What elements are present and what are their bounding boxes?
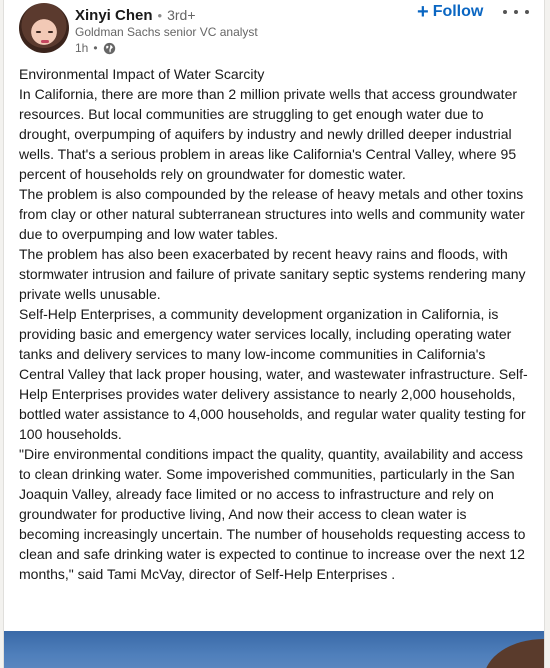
degree-separator: • — [157, 7, 163, 23]
follow-label: Follow — [432, 3, 484, 20]
post-paragraph: The problem is also compounded by the release of heavy metals and other toxins from clay or other natural subterranean structures into wells and community water due to overpumping and low water tables. — [19, 186, 525, 242]
follow-button[interactable] — [417, 2, 483, 22]
globe-icon — [103, 42, 116, 55]
post-paragraph: The problem has also been exacerbated by recent heavy rains and floods, with stormwater intrusion and failure of private sanitary septic systems rendering many private wells unusable. — [19, 246, 526, 302]
avatar-lips — [41, 40, 49, 43]
more-dot — [514, 10, 518, 14]
post-paragraph: Self-Help Enterprises, a community development organization in California, is providing basic and emergency water services locally, including operating water tanks and delivery services to many low-income communities in California's Central Valley that lack proper housing, water, and wastewater infrastructure. Self-Help Enterprises provides water delivery assistance to nearly 2,000 households, bottled water assistance to 4,000 households, and regular water quality testing for 100 households. — [19, 306, 528, 442]
more-dot — [525, 10, 529, 14]
author-headline: Goldman Sachs senior VC analyst — [75, 25, 258, 39]
image-hill — [484, 639, 544, 668]
post-image[interactable] — [4, 631, 544, 668]
avatar-eye-left — [36, 31, 41, 33]
post-time: 1h — [75, 41, 89, 55]
author-name-row — [75, 6, 196, 24]
post-card — [3, 0, 545, 668]
post-text — [19, 64, 531, 584]
connection-degree: 3rd+ — [167, 7, 196, 23]
post-title: Environmental Impact of Water Scarcity — [19, 66, 265, 82]
meta-separator: • — [93, 41, 98, 55]
post-paragraph: In California, there are more than 2 million private wells that access groundwater resources. But local communities are struggling to get enough water due to drought, overpumping of aquifers by industry and newly drilled deeper industrial wells. That's a serious problem in areas like California's Central Valley, where 95 percent of households rely on groundwater for domestic water. — [19, 86, 518, 182]
author-name[interactable]: Xinyi Chen — [75, 6, 153, 24]
plus-icon: + — [417, 1, 429, 23]
post-meta — [75, 41, 116, 55]
avatar-eye-right — [48, 31, 53, 33]
more-dot — [503, 10, 507, 14]
author-avatar[interactable] — [19, 3, 69, 53]
post-paragraph: "Dire environmental conditions impact the quality, quantity, availability and access to clean drinking water. Some impoverished communities, particularly in the San Joaquin Valley, already face limited or no access to infrastructure and rely on groundwater for productive living, And now their access to clean water is becoming increasingly uncertain. The number of households requesting access to clean and safe drinking water is expected to continue to increase over the next 12 months," said Tami McVay, director of Self-Help Enterprises . — [19, 446, 526, 582]
more-icon[interactable] — [503, 3, 529, 21]
